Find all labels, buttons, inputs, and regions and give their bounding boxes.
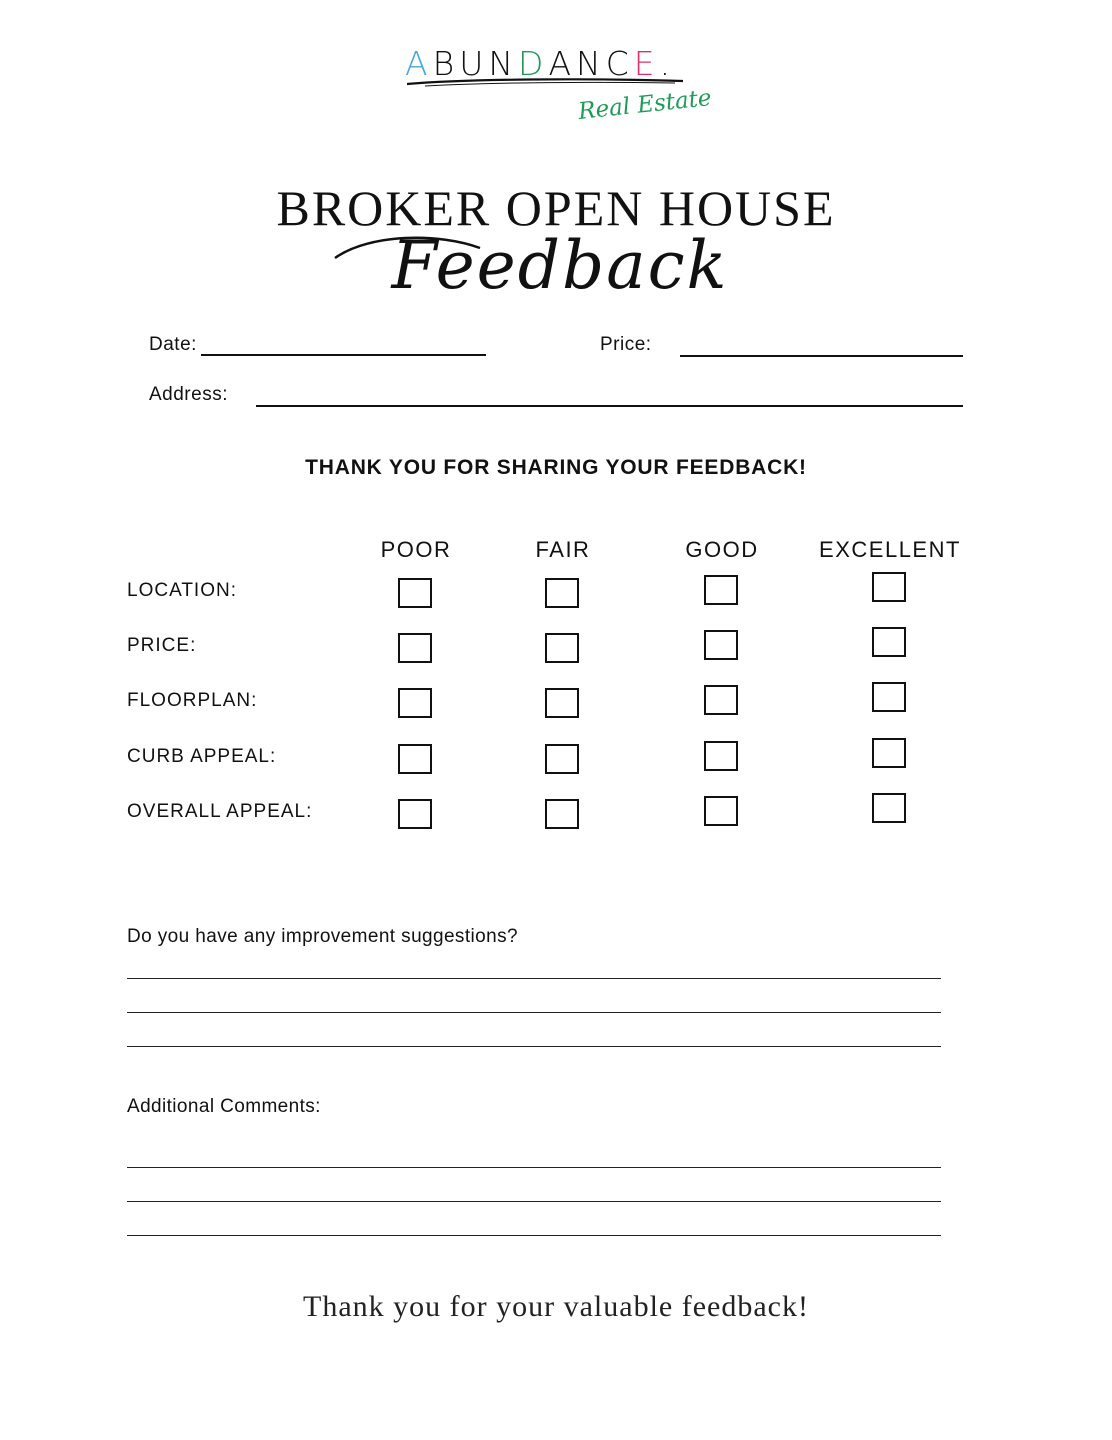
rating-checkbox[interactable] <box>545 688 579 718</box>
rating-checkbox[interactable] <box>872 627 906 657</box>
rating-column-header: POOR <box>380 537 452 562</box>
rating-checkbox[interactable] <box>398 688 432 718</box>
price-field-line[interactable] <box>680 355 963 357</box>
logo-letter: C <box>605 44 634 83</box>
comments-line[interactable] <box>127 1167 941 1168</box>
rating-row-label: OVERALL APPEAL: <box>127 801 313 822</box>
rating-checkbox[interactable] <box>704 796 738 826</box>
address-label: Address: <box>149 384 228 405</box>
logo-letter: E <box>633 44 660 83</box>
rating-checkbox[interactable] <box>398 578 432 608</box>
rating-checkbox[interactable] <box>704 685 738 715</box>
rating-checkbox[interactable] <box>704 741 738 771</box>
rating-checkbox[interactable] <box>872 793 906 823</box>
rating-checkbox[interactable] <box>872 738 906 768</box>
logo-subtitle: Real Estate <box>577 85 713 125</box>
suggestions-line[interactable] <box>127 1012 941 1013</box>
date-field-line[interactable] <box>201 354 486 356</box>
price-label: Price: <box>600 334 652 355</box>
rating-checkbox[interactable] <box>704 630 738 660</box>
logo-letter: D <box>518 44 549 83</box>
address-field-line[interactable] <box>256 405 963 407</box>
logo-letter: B <box>432 44 460 83</box>
suggestions-line[interactable] <box>127 978 941 979</box>
comments-line[interactable] <box>127 1235 941 1236</box>
rating-column-header: GOOD <box>685 537 759 562</box>
rating-checkbox[interactable] <box>398 799 432 829</box>
rating-column-header: EXCELLENT <box>819 537 961 562</box>
rating-checkbox[interactable] <box>872 682 906 712</box>
logo-swoosh-icon <box>405 76 685 88</box>
logo-letter: N <box>488 44 519 83</box>
rating-checkbox[interactable] <box>545 799 579 829</box>
logo-letter: U <box>459 44 489 83</box>
rating-checkbox[interactable] <box>398 744 432 774</box>
date-label: Date: <box>149 334 197 355</box>
rating-checkbox[interactable] <box>545 578 579 608</box>
feedback-script-text: Feedback <box>391 228 729 304</box>
rating-checkbox[interactable] <box>545 633 579 663</box>
rating-column-header: FAIR <box>535 537 591 562</box>
suggestions-label: Do you have any improvement suggestions? <box>127 926 518 947</box>
rating-row-label: CURB APPEAL: <box>127 746 277 767</box>
logo-letter: . <box>659 44 676 83</box>
logo-letter: N <box>576 44 606 83</box>
logo-letter: A <box>405 44 433 83</box>
comments-label: Additional Comments: <box>127 1096 321 1117</box>
rating-checkbox[interactable] <box>398 633 432 663</box>
rating-checkbox[interactable] <box>872 572 906 602</box>
closing-message: Thank you for your valuable feedback! <box>303 1290 809 1323</box>
rating-row-label: PRICE: <box>127 635 197 656</box>
thanks-heading: THANK YOU FOR SHARING YOUR FEEDBACK! <box>305 456 807 479</box>
feedback-script-title <box>330 228 790 308</box>
logo-letter: A <box>548 44 577 83</box>
rating-row-label: FLOORPLAN: <box>127 690 258 711</box>
comments-line[interactable] <box>127 1201 941 1202</box>
page-title: BROKER OPEN HOUSE <box>276 180 836 236</box>
rating-checkbox[interactable] <box>704 575 738 605</box>
rating-checkbox[interactable] <box>545 744 579 774</box>
suggestions-line[interactable] <box>127 1046 941 1047</box>
rating-row-label: LOCATION: <box>127 580 237 601</box>
